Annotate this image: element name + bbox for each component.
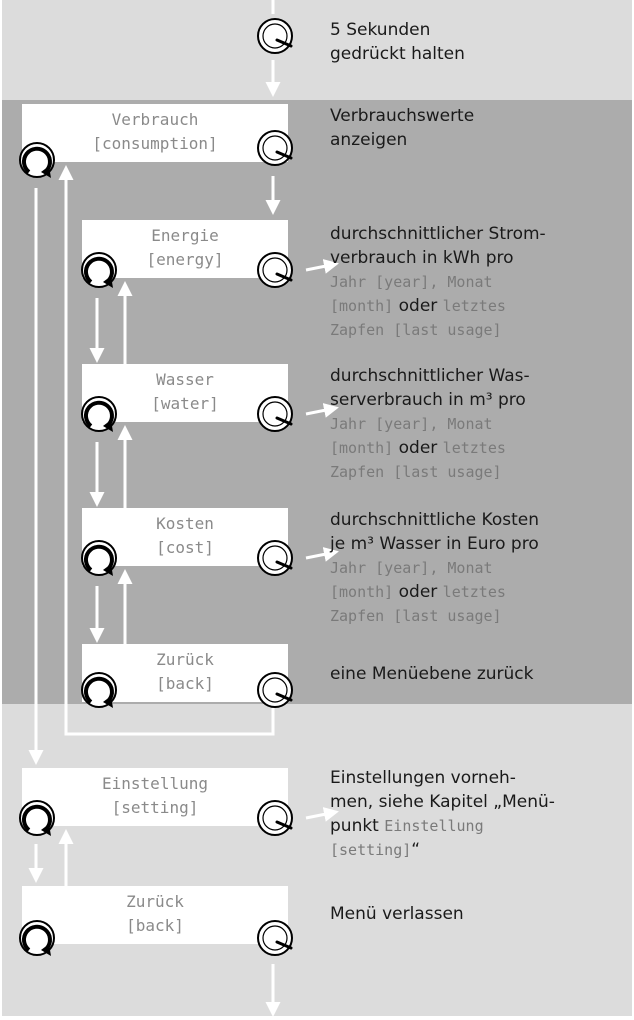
screen-wasser (82, 364, 288, 422)
desc-term: letztes (442, 583, 506, 601)
desc-zurueck-sub (330, 662, 630, 686)
screen-line-2: [back] (156, 674, 214, 693)
desc-term: oder (393, 582, 443, 602)
desc-term: letztes (442, 439, 506, 457)
screen-line-2: [consumption] (92, 134, 218, 153)
desc-line: Jahr [year], Monat (330, 415, 493, 433)
desc-line: durchschnittlicher Was- (330, 366, 530, 386)
screen-line-1: Kosten (156, 514, 214, 533)
desc-line: Zapfen [last usage] (330, 321, 502, 339)
desc-line: gedrückt halten (330, 44, 465, 64)
screen-energie (82, 220, 288, 278)
desc-zurueck-main (330, 902, 630, 926)
desc-line: Jahr [year], Monat (330, 559, 493, 577)
screen-verbrauch (22, 104, 288, 162)
screen-line-2: [cost] (156, 538, 214, 557)
desc-term: [month] (330, 583, 394, 601)
screen-line-1: Verbrauch (111, 110, 199, 129)
desc-term: letztes (442, 297, 506, 315)
screen-line-2: [energy] (146, 250, 224, 269)
desc-verbrauch (330, 104, 630, 152)
desc-line: je m³ Wasser in Euro pro (330, 534, 539, 554)
desc-term: [setting] (330, 841, 412, 859)
desc-line: durchschnittliche Kosten (330, 510, 539, 530)
desc-line: Zapfen [last usage] (330, 463, 502, 481)
desc-wasser (330, 364, 630, 484)
desc-term: oder (393, 296, 443, 316)
desc-term: Einstellung (384, 817, 484, 835)
desc-term: [month] (330, 297, 394, 315)
desc-line: Menü verlassen (330, 904, 464, 924)
screen-line-1: Zurück (126, 892, 184, 911)
screen-line-2: [setting] (111, 798, 199, 817)
screen-line-1: Wasser (156, 370, 214, 389)
screen-line-1: Energie (151, 226, 219, 245)
desc-line: Einstellungen vorneh- (330, 768, 516, 788)
screen-line-1: Zurück (156, 650, 214, 669)
screen-line-2: [water] (151, 394, 219, 413)
screen-zurueck-sub (82, 644, 288, 702)
desc-term: oder (393, 438, 443, 458)
desc-line: verbrauch in kWh pro (330, 248, 514, 268)
desc-line: men, siehe Kapitel „Menü- (330, 792, 555, 812)
desc-term: “ (411, 840, 421, 860)
desc-hold (330, 18, 630, 66)
desc-line: durchschnittlicher Strom- (330, 224, 546, 244)
desc-line: Verbrauchswerte (330, 106, 475, 126)
desc-kosten (330, 508, 630, 628)
desc-line: anzeigen (330, 130, 408, 150)
desc-line: Jahr [year], Monat (330, 273, 493, 291)
screen-line-1: Einstellung (102, 774, 208, 793)
desc-energie (330, 222, 630, 342)
screen-line-2: [back] (126, 916, 184, 935)
desc-einstellung (330, 766, 630, 862)
screen-zurueck-main (22, 886, 288, 944)
desc-line: 5 Sekunden (330, 20, 431, 40)
screen-einstellung (22, 768, 288, 826)
desc-term: [month] (330, 439, 394, 457)
desc-line: eine Menüebene zurück (330, 664, 534, 684)
desc-line: Zapfen [last usage] (330, 607, 502, 625)
desc-line: serverbrauch in m³ pro (330, 390, 526, 410)
desc-term: punkt (330, 816, 385, 836)
screen-kosten (82, 508, 288, 566)
